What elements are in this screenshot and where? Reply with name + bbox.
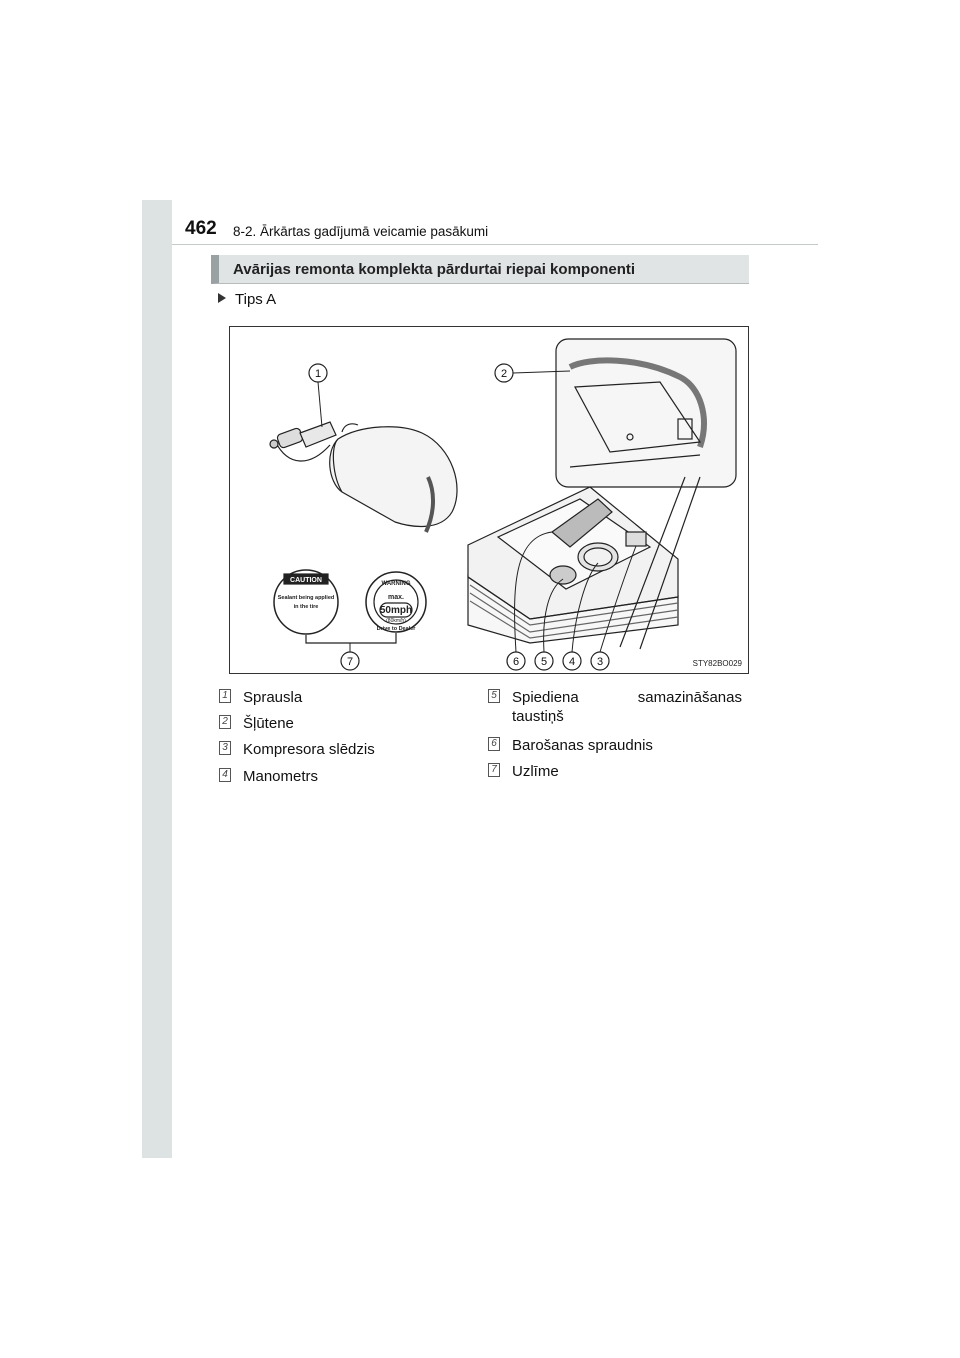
figure-code: STY82BO029 [692, 659, 742, 668]
warning-max: max. [388, 594, 404, 601]
compressor-drawing [468, 487, 678, 643]
page-number: 462 [185, 218, 217, 239]
legend-number: 4 [219, 768, 231, 782]
callout-2: 2 [500, 368, 508, 380]
legend-number: 7 [488, 763, 500, 777]
legend-text: Manometrs [243, 768, 319, 785]
legend-text: Kompresora slēdzis [243, 741, 375, 758]
section-title: Avārijas remonta komplekta pārdurtai riepai komponenti [233, 261, 636, 278]
legend-text-block [512, 688, 748, 726]
side-band [142, 200, 172, 1158]
type-label-text: Tips A [235, 291, 277, 308]
legend-number: 6 [488, 737, 500, 751]
warning-bottom: Drive to Dealer [376, 626, 416, 632]
legend-text: Šļūtene [243, 715, 294, 732]
triangle-bullet-icon [218, 293, 226, 303]
legend-text-line-1: Spiediena samazināšanas [512, 689, 742, 706]
sealant-bottle-drawing [270, 422, 457, 532]
callout-1: 1 [314, 368, 322, 380]
legend-number: 5 [488, 689, 500, 703]
type-label [218, 291, 276, 308]
warning-title: WARNING [381, 581, 411, 587]
kit-illustration [229, 326, 749, 674]
callout-7: 7 [346, 656, 354, 668]
legend-text-line-2: taustiņš [512, 708, 564, 725]
header-rule [172, 244, 818, 245]
warning-speed: 50mph [379, 605, 413, 616]
callout-5: 5 [540, 656, 548, 668]
legend-text: Uzlīme [512, 763, 559, 780]
callout-4: 4 [568, 656, 576, 668]
legend-item-5 [488, 688, 748, 728]
section-header [211, 255, 749, 284]
legend-number: 1 [219, 689, 231, 703]
caution-line-1: Sealant being applied [277, 595, 335, 601]
warning-kmh: (80km/h) [386, 618, 406, 624]
kit-drawing [230, 327, 750, 675]
callout-3: 3 [596, 656, 604, 668]
legend-number: 2 [219, 715, 231, 729]
running-head: 8-2. Ārkārtas gadījumā veicamie pasākumi [233, 224, 489, 239]
legend-text: Barošanas spraudnis [512, 737, 653, 754]
legend-text: Sprausla [243, 689, 303, 706]
caution-title: CAUTION [290, 577, 322, 584]
callout-6: 6 [512, 656, 520, 668]
legend-number: 3 [219, 741, 231, 755]
caution-line-2: in the tire [293, 604, 319, 610]
